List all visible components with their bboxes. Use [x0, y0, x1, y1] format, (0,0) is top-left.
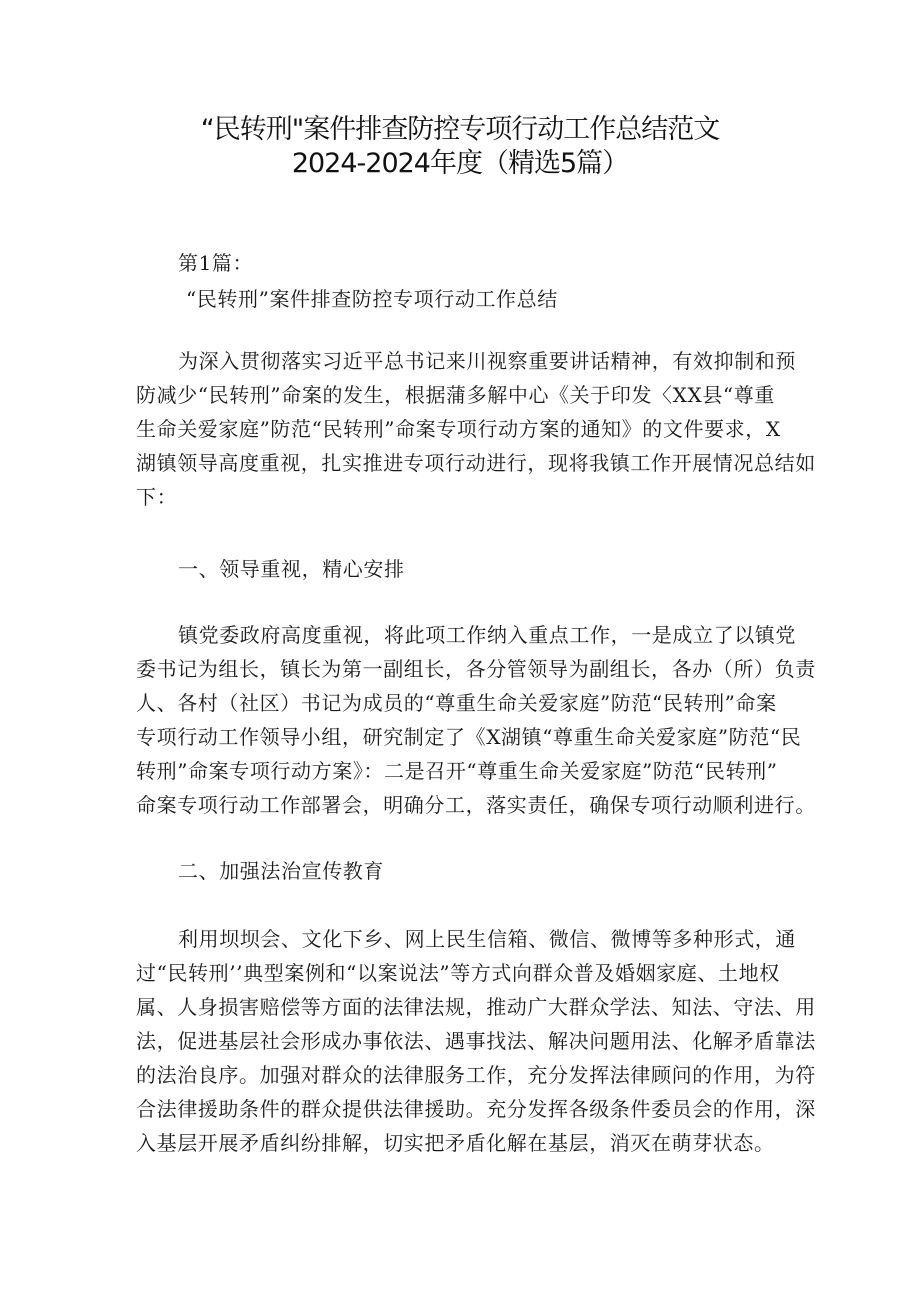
paragraph-line: 转刑”命案专项行动方案》：二是召开“尊重生命关爱家庭”防范“民转刑”: [136, 759, 778, 783]
paragraph-line: 专项行动工作领导小组，研究制定了《X湖镇“尊重生命关爱家庭”防范“民: [136, 725, 802, 749]
paragraph-line: 利用坝坝会、文化下乡、网上民生信箱、微信、微博等多种形式，通: [178, 927, 796, 951]
paragraph-line: 的法治良序。加强对群众的法律服务工作，充分发挥法律顾问的作用，为符: [136, 1063, 816, 1087]
paragraph-line: 镇党委政府高度重视，将此项工作纳入重点工作，一是成立了以镇党: [178, 623, 796, 647]
paragraph-line: 属、人身损害赔偿等方面的法律法规，推动广大群众学法、知法、守法、用: [136, 995, 816, 1019]
paragraph-line: 过“民转刑’’典型案例和“以案说法”等方式向群众普及婚姻家庭、土地权: [136, 961, 780, 985]
paragraph-line: 命案专项行动工作部署会，明确分工，落实责任，确保专项行动顺利进行。: [136, 793, 816, 817]
paragraph-line: 下：: [136, 485, 178, 509]
paragraph-line: 湖镇领导高度重视，扎实推进专项行动进行，现将我镇工作开展情况总结如: [136, 451, 816, 475]
section-heading: 一、领导重视，精心安排: [178, 557, 405, 581]
document-title-line-1: “民转刑"案件排查防控专项行动工作总结范文: [200, 114, 720, 145]
section-heading: 二、加强法治宣传教育: [178, 859, 384, 883]
paragraph-line: 委书记为组长，镇长为第一副组长，各分管领导为副组长，各办（所）负责: [136, 657, 816, 681]
paragraph-line: 防减少“民转刑”命案的发生，根据蒲多解中心《关于印发〈XX县“尊重: [136, 383, 775, 407]
paragraph-line: 人、各村（社区）书记为成员的“尊重生命关爱家庭”防范“民转刑”命案: [136, 691, 777, 715]
paragraph-line: 为深入贯彻落实习近平总书记来川视察重要讲话精神，有效抑制和预: [178, 349, 796, 373]
article-subtitle: “民转刑”案件排查防控专项行动工作总结: [186, 287, 558, 311]
document-title-line-2: 2024-2024年度（精选5篇）: [291, 148, 629, 179]
paragraph-line: 入基层开展矛盾纠纷排解，切实把矛盾化解在基层，消灭在萌芽状态。: [136, 1131, 775, 1155]
paragraph-line: 生命关爱家庭”防范“民转刑”命案专项行动方案的通知》的文件要求，X: [136, 417, 781, 441]
paragraph-line: 合法律援助条件的群众提供法律援助。充分发挥各级条件委员会的作用，深: [136, 1097, 816, 1121]
paragraph-line: 法，促进基层社会形成办事依法、遇事找法、解决问题用法、化解矛盾靠法: [136, 1029, 816, 1053]
article-label: 第1篇：: [178, 251, 254, 275]
